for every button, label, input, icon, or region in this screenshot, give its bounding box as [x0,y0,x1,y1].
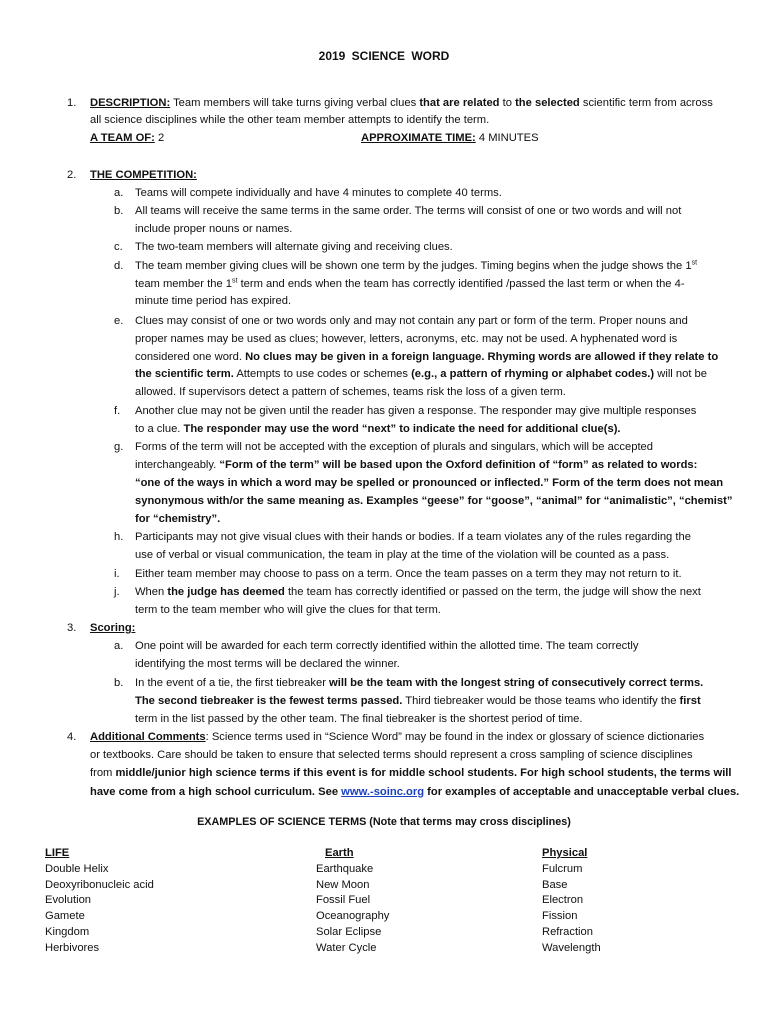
item-d-text-1: The team member giving clues will be shown one term by the judges. Timing begins when the judge shows the 1 [135,260,692,272]
description-label: DESCRIPTION: [90,97,171,109]
life-term: Double Helix [45,862,109,875]
item-g-line-5: for “chemistry”. [135,513,221,525]
item-e-text-4a: the scientific term. [135,368,234,380]
earth-term: Solar Eclipse [316,925,382,938]
item-d-text-2a: team member the 1 [135,278,233,290]
page-title: 2019 SCIENCE WORD [318,49,450,63]
item-g-letter: g. [114,441,124,453]
scoring-b-line-3: term in the list passed by the other team. The final tiebreaker is the shortest period of time. [135,713,583,725]
item-h-line-1: Participants may not give visual clues with their hands or bodies. If a team violates any of the rules regarding the [135,531,691,543]
section-1-line-1 [90,95,713,111]
physical-term: Wavelength [542,941,601,954]
scoring-heading-text: Scoring: [90,622,136,634]
item-d-letter: d. [114,260,124,272]
desc-text-b: that are related [419,97,500,109]
scoring-heading [90,620,135,636]
earth-term: New Moon [316,878,370,891]
comments-line-4 [90,784,739,800]
item-e-line-1: Clues may consist of one or two words only and may not contain any part or form of the term. Proper nouns and [135,315,688,327]
item-j-line-2: term to the team member who will give the clues for that term. [135,604,441,616]
scoring-b-text-1b: will be the team with the longest string of consecutively correct terms. [329,677,704,689]
comments-heading: Additional Comments [90,731,206,743]
time-label: APPROXIMATE TIME: [361,132,476,144]
life-column [45,846,154,957]
section-4-number: 4. [67,731,77,743]
item-e-line-4 [135,366,707,382]
comments-line-1 [90,729,704,745]
item-e-line-5: allowed. If supervisors detect a pattern of schemes, teams risk the loss of a given term. [135,386,566,398]
comments-text-1: : Science terms used in “Science Word” may be found in the index or glossary of science dictionaries [205,731,705,743]
item-j-line-1 [135,584,701,600]
item-d-line-2 [135,276,685,292]
item-a-line-1: Teams will compete individually and have 4 minutes to complete 40 terms. [135,187,502,199]
scoring-b-text-2b: Third tiebreaker would be those teams who identify the [402,695,680,707]
team-value: 2 [154,132,165,144]
physical-heading: Physical [542,847,588,859]
item-j-text-1b: the judge has deemed [167,586,285,598]
comments-line-3 [90,765,732,781]
physical-term: Base [542,878,568,891]
comments-line-2: or textbooks. Care should be taken to ensure that selected terms should represent a cross sampling of science disciplines [90,749,693,761]
earth-term: Earthquake [316,862,374,875]
desc-text-e: scientific term from across [579,97,713,109]
item-c-line-1: The two-team members will alternate giving and receiving clues. [135,241,453,253]
item-e-text-3b: No clues may be given in a foreign language. Rhyming words are allowed if they relate to [245,351,719,363]
item-c-letter: c. [114,241,123,253]
physical-term: Electron [542,894,584,907]
comments-text-3a: from [90,767,116,779]
item-d-text-2b: term and ends when the team has correctly identified /passed the last term or when the 4- [237,278,685,290]
item-e-text-4b: Attempts to use codes or schemes [233,368,412,380]
earth-term: Fossil Fuel [316,894,371,907]
item-j-text-1a: When [135,586,168,598]
item-e-line-2: proper names may be used as clues; however, letters, acronyms, etc. may not be used. A hyphenated word is [135,333,678,345]
examples-title: EXAMPLES OF SCIENCE TERMS (Note that terms may cross disciplines) [197,816,571,828]
superscript-st: st [691,259,698,267]
item-e-text-4d: will not be [654,368,707,380]
item-b-letter: b. [114,205,124,217]
item-g-text-2b: “Form of the term” will be based upon the Oxford definition of “form” as related to words: [219,459,698,471]
item-f-line-2 [135,421,621,437]
item-j-letter: j. [114,586,120,598]
earth-term: Oceanography [316,910,390,923]
comments-text-3b: middle/junior high science terms if this event is for middle school students. For high school students, [115,767,657,779]
life-term: Herbivores [45,941,100,954]
desc-text-c: to [499,97,516,109]
physical-term: Refraction [542,925,593,938]
desc-text-d: the selected [515,97,580,109]
item-h-line-2: use of verbal or visual communication, the team in play at the time of the violation will be counted as a pass. [135,549,670,561]
item-f-line-1: Another clue may not be given until the reader has given a response. The responder may give multiple responses [135,405,697,417]
section-1-line-2: all science disciplines while the other team member attempts to identify the term. [90,114,490,126]
item-e-text-3a: considered one word. [135,351,246,363]
item-e-line-3 [135,349,718,365]
section-1-number: 1. [67,97,77,109]
item-j-text-1c: the team has correctly identified or passed on the term, the judge will show the next [284,586,701,598]
item-h-letter: h. [114,531,124,543]
comments-text-3c: the terms will [656,767,732,779]
item-g-line-4: synonymous with/or the same meaning as. Examples “geese” for “goose”, “animal” for “animalistic”, “chemist” [135,495,733,507]
competition-heading-text: THE COMPETITION: [90,169,197,181]
item-e-letter: e. [114,315,124,327]
life-term: Kingdom [45,925,90,938]
life-heading: LIFE [45,847,70,859]
item-b-line-2: include proper nouns or names. [135,223,293,235]
earth-term: Water Cycle [316,941,377,954]
item-a-letter: a. [114,187,124,199]
scoring-b-text-2c: first [679,695,701,707]
section-2-number: 2. [67,169,77,181]
life-term: Gamete [45,910,85,923]
scoring-b-text-2a: The second tiebreaker is the fewest terms passed. [135,695,403,707]
life-term: Deoxyribonucleic acid [45,878,154,891]
item-g-line-2 [135,457,697,473]
section-3-number: 3. [67,622,77,634]
scoring-b-letter: b. [114,677,124,689]
time-value: 4 MINUTES [475,132,539,144]
item-d-line-3: minute time period has expired. [135,295,292,307]
earth-column [316,846,389,957]
scoring-a-line-1: One point will be awarded for each term correctly identified within the allotted time. The team correctly [135,640,639,652]
item-i-line-1: Either team member may choose to pass on a term. Once the team passes on a term they may not return to it. [135,568,682,580]
scoring-a-line-2: identifying the most terms will be declared the winner. [135,658,400,670]
team-size [90,130,164,146]
scoring-a-letter: a. [114,640,124,652]
physical-term: Fulcrum [542,862,583,875]
item-f-text-2b: The responder may use the word “next” to indicate the need for additional clue(s). [183,423,621,435]
physical-column [542,846,601,957]
item-d-line-1 [135,258,697,274]
life-term: Evolution [45,894,92,907]
approximate-time [361,130,539,146]
item-g-line-3: “one of the ways in which a word may be spelled or pronounced or inflected.” Form of the term does not mean [135,477,724,489]
item-e-text-4c: (e.g., a pattern of rhyming or alphabet codes.) [411,368,655,380]
earth-heading: Earth [325,847,354,859]
scoring-b-line-2 [135,693,701,709]
scoring-b-line-1 [135,675,703,691]
physical-term: Fission [542,910,578,923]
item-g-line-1: Forms of the term will not be accepted with the exception of plurals and singulars, which will be accepted [135,441,653,453]
item-b-line-1: All teams will receive the same terms in the same order. The terms will consist of one or two words and will not [135,205,682,217]
item-i-letter: i. [114,568,120,580]
team-label: A TEAM OF: [90,132,155,144]
comments-text-4b: for examples of acceptable and unacceptable verbal clues. [424,786,740,798]
competition-heading [90,167,197,183]
soinc-link[interactable]: www.-soinc.org [341,786,425,798]
item-g-text-2a: interchangeably. [135,459,220,471]
desc-text-a: Team members will take turns giving verbal clues [170,97,420,109]
superscript-st-2: st [232,277,238,285]
scoring-b-text-1a: In the event of a tie, the first tiebreaker [135,677,330,689]
item-f-letter: f. [114,405,121,417]
comments-text-4a: have come from a high school curriculum. See [90,786,342,798]
item-f-text-2a: to a clue. [135,423,184,435]
